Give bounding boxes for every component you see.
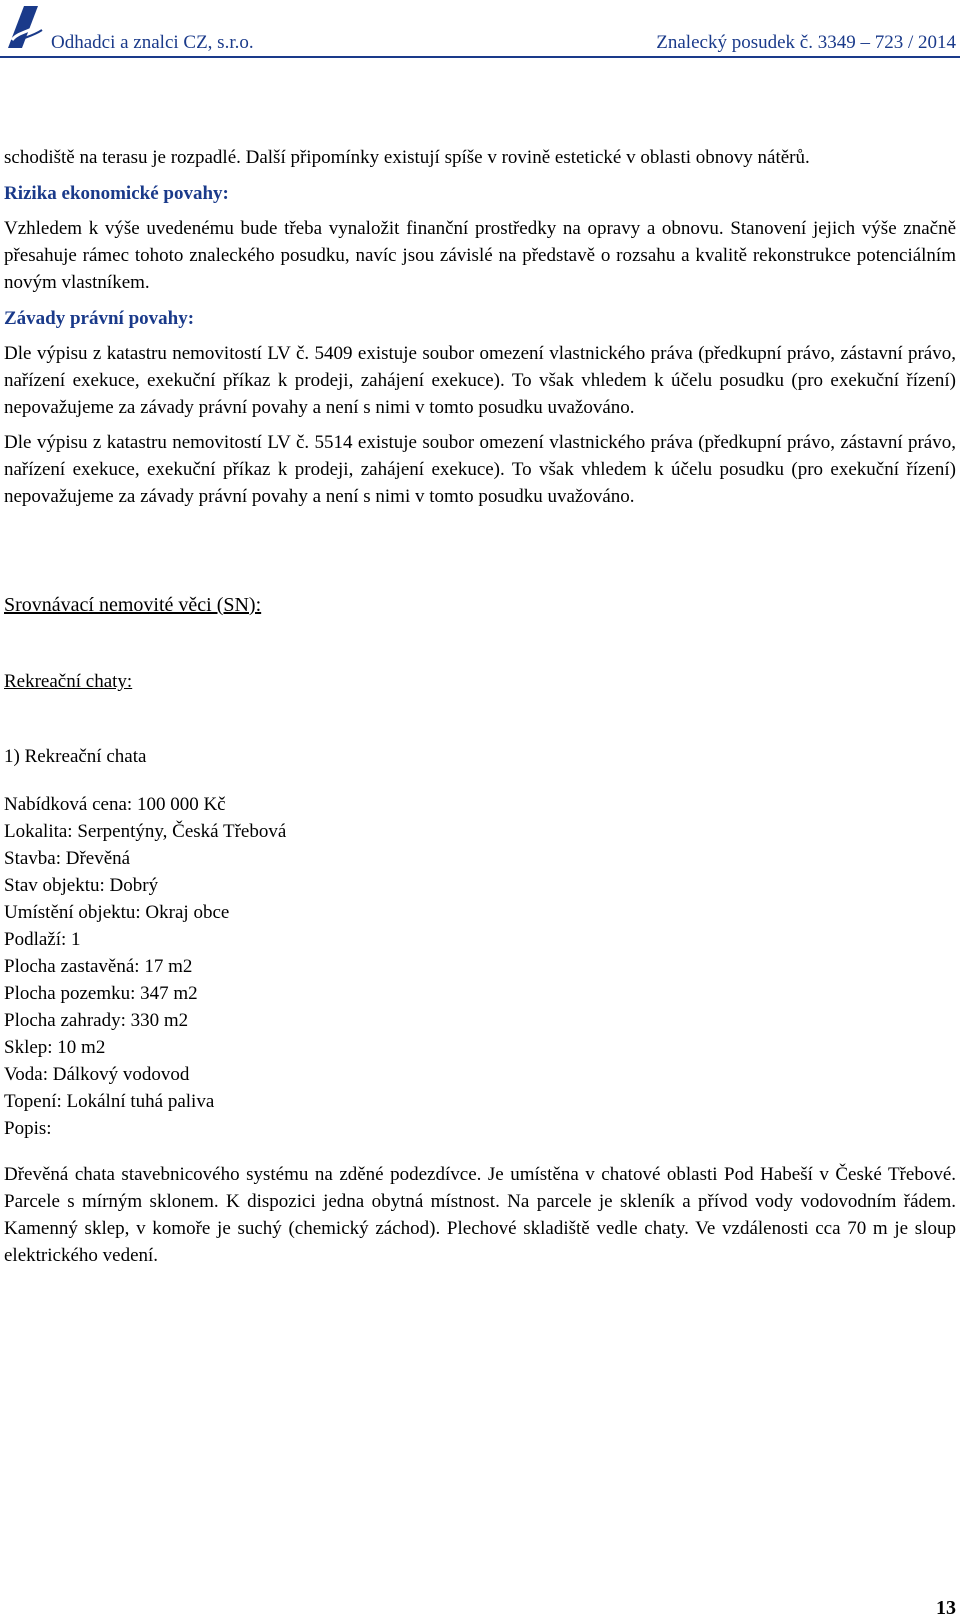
heading-comparison-properties: Srovnávací nemovité věci (SN): <box>4 594 262 616</box>
heading-legal-defects: Závady právní povahy: <box>4 308 195 329</box>
page-header <box>0 0 960 60</box>
item-title: 1) Rekreační chata <box>4 746 147 767</box>
header-divider <box>0 56 960 58</box>
property-floors: Podlaží: 1 <box>4 929 81 950</box>
company-logo-icon <box>4 2 44 50</box>
paragraph-legal-lv5409: Dle výpisu z katastru nemovitostí LV č. 5409 existuje soubor omezení vlastnického práva (předkupní právo, zástavní právo, nařízení exekuce, exekuční příkaz k prodeji, zahájení exekuce). To však vhledem k účelu posudku (pro exekuční řízení) nepovažujeme za závady právní povahy a není s nimi v tomto posudku uvažováno. <box>4 343 956 418</box>
property-heating: Topení: Lokální tuhá paliva <box>4 1091 215 1112</box>
property-land-area: Plocha pozemku: 347 m2 <box>4 983 198 1004</box>
paragraph-legal-lv5514: Dle výpisu z katastru nemovitostí LV č. 5514 existuje soubor omezení vlastnického práva (předkupní právo, zástavní právo, nařízení exekuce, exekuční příkaz k prodeji, zahájení exekuce). To však vhledem k účelu posudku (pro exekuční řízení) nepovažujeme za závady právní povahy a není s nimi v tomto posudku uvažováno. <box>4 432 956 507</box>
property-water: Voda: Dálkový vodovod <box>4 1064 190 1085</box>
property-placement: Umístění objektu: Okraj obce <box>4 902 230 923</box>
page-content <box>4 144 956 1269</box>
report-number: Znalecký posudek č. 3349 – 723 / 2014 <box>656 32 956 53</box>
property-price: Nabídková cena: 100 000 Kč <box>4 794 226 815</box>
property-description: Dřevěná chata stavebnicového systému na zděné podezdívce. Je umístěna v chatové oblasti Pod Habeší v České Třebové. Parcele s mírným sklonem. K dispozici jedna obytná místnost. Na parcele je skleník a přívod vody vodovodním řádem. Kamenný sklep, v komoře je suchý (chemický záchod). Plechové skladiště vedle chaty. Ve vzdálenosti cca 70 m je sloup elektrického vedení. <box>4 1164 956 1266</box>
paragraph-economic-risks: Vzhledem k výše uvedenému bude třeba vynaložit finanční prostředky na opravy a obnovu. Stanovení jejich výše značně přesahuje rámec tohoto znaleckého posudku, navíc jsou závislé na představě o rozsahu a kvalitě rekonstrukce potenciálním novým vlastníkem. <box>4 218 956 293</box>
property-garden-area: Plocha zahrady: 330 m2 <box>4 1010 189 1031</box>
property-built-area: Plocha zastavěná: 17 m2 <box>4 956 193 977</box>
page-number: 13 <box>936 1597 956 1619</box>
property-description-label: Popis: <box>4 1118 52 1139</box>
company-name: Odhadci a znalci CZ, s.r.o. <box>51 32 254 53</box>
property-construction: Stavba: Dřevěná <box>4 848 131 869</box>
property-cellar: Sklep: 10 m2 <box>4 1037 106 1058</box>
paragraph-condition: schodiště na terasu je rozpadlé. Další připomínky existují spíše v rovině estetické v oblasti obnovy nátěrů. <box>4 147 810 168</box>
heading-economic-risks: Rizika ekonomické povahy: <box>4 183 229 204</box>
property-location: Lokalita: Serpentýny, Česká Třebová <box>4 821 287 842</box>
subheading-recreational-cottages: Rekreační chaty: <box>4 671 133 692</box>
property-condition: Stav objektu: Dobrý <box>4 875 159 896</box>
property-list <box>4 791 956 1142</box>
